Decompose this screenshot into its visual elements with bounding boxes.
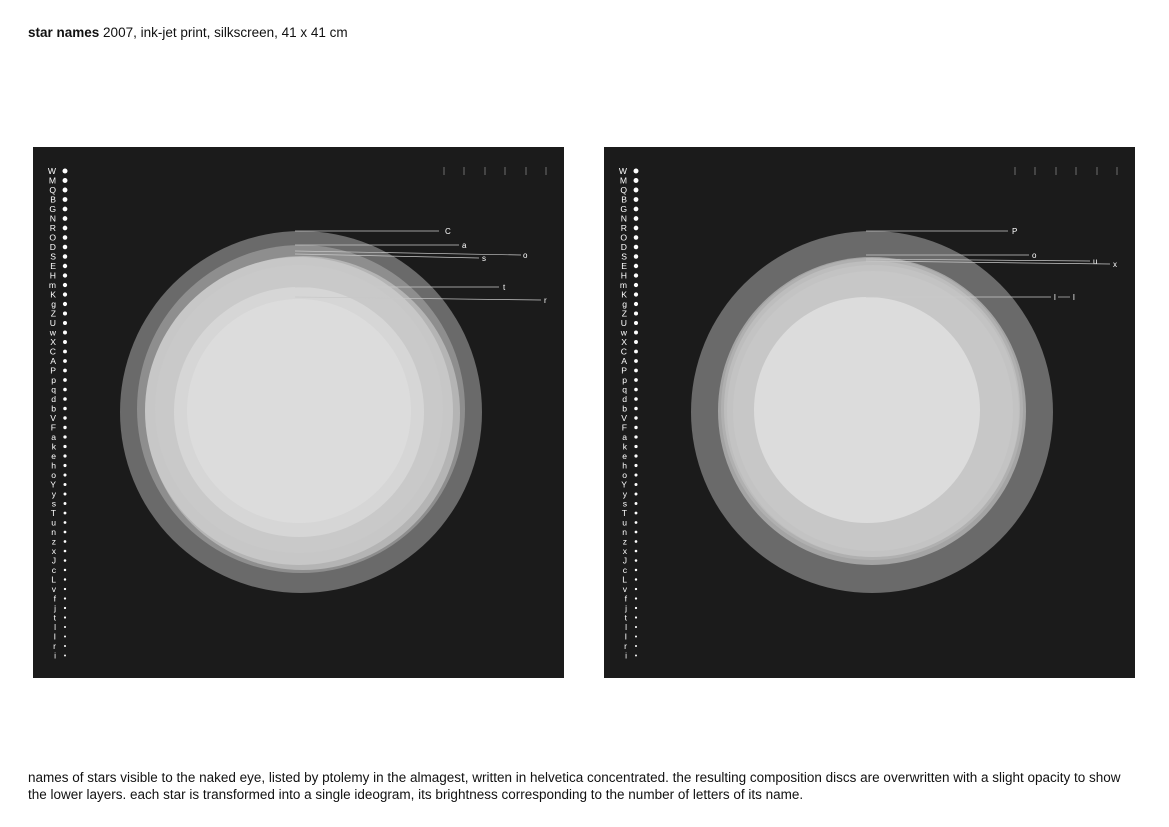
- index-letter: q: [51, 384, 56, 395]
- index-letter: F: [621, 422, 627, 433]
- index-dot: [64, 559, 67, 562]
- index-dot: [634, 388, 638, 392]
- index-dot: [634, 340, 638, 344]
- index-dot: [63, 331, 67, 335]
- index-letter: W: [47, 166, 56, 176]
- index-dot: [635, 607, 637, 609]
- index-letter: m: [48, 280, 56, 290]
- index-dot: [635, 626, 637, 628]
- index-dot: [635, 569, 637, 571]
- index-letter: M: [619, 175, 627, 186]
- index-dot: [63, 473, 66, 476]
- index-letter: t: [53, 612, 56, 623]
- index-letter: E: [621, 261, 627, 271]
- index-dot: [64, 502, 67, 505]
- index-dot: [634, 178, 639, 183]
- index-dot: [634, 369, 638, 373]
- index-dot: [64, 597, 66, 599]
- index-letter: i: [625, 650, 627, 661]
- index-dot: [63, 216, 68, 221]
- index-dot: [63, 397, 67, 401]
- index-letter: R: [49, 223, 56, 233]
- index-dot: [634, 321, 638, 325]
- index-letter: q: [622, 384, 627, 395]
- index-dot: [63, 369, 67, 373]
- index-letter: H: [49, 270, 56, 281]
- index-dot: [634, 426, 637, 429]
- index-dot: [634, 283, 638, 287]
- index-dot: [64, 645, 66, 647]
- index-dot: [634, 197, 639, 202]
- index-dot: [635, 655, 637, 657]
- index-letter: N: [620, 213, 627, 224]
- index-dot: [63, 426, 66, 429]
- index-dot: [63, 197, 68, 202]
- index-dot: [64, 578, 66, 580]
- index-letter: x: [51, 546, 56, 556]
- index-dot: [635, 521, 638, 524]
- artwork-left-canvas: [33, 147, 564, 678]
- index-dot: [634, 264, 638, 268]
- index-dot: [634, 359, 638, 363]
- artwork-details: 2007, ink-jet print, silkscreen, 41 x 41 cm: [99, 25, 348, 40]
- index-letter: j: [625, 603, 627, 613]
- ring-label: s: [482, 254, 486, 263]
- index-dot: [634, 454, 637, 457]
- index-dot: [63, 283, 67, 287]
- disc-layer: [754, 297, 980, 523]
- index-letter: e: [51, 451, 56, 461]
- index-letter: Q: [49, 185, 56, 195]
- index-dot: [63, 188, 68, 193]
- index-letter: L: [51, 574, 56, 585]
- index-letter: l: [625, 622, 627, 632]
- index-dot: [64, 550, 67, 553]
- index-dot: [634, 331, 638, 335]
- index-letter: s: [622, 498, 627, 509]
- ring-label: r: [544, 296, 547, 305]
- index-dot: [63, 464, 66, 467]
- index-dot: [634, 445, 637, 448]
- index-dot: [64, 616, 66, 618]
- index-letter: X: [621, 337, 627, 347]
- artwork-title: star names: [28, 25, 100, 40]
- index-letter: c: [51, 565, 56, 575]
- index-letter: f: [624, 593, 627, 604]
- index-letter: I: [53, 631, 56, 642]
- index-letter: f: [53, 593, 56, 604]
- index-letter: j: [54, 603, 56, 613]
- index-letter: z: [622, 536, 627, 547]
- index-letter: A: [50, 356, 56, 366]
- index-letter: H: [620, 270, 627, 281]
- index-dot: [634, 292, 638, 296]
- index-dot: [634, 216, 639, 221]
- index-letter: Y: [50, 479, 56, 490]
- index-dot: [635, 550, 638, 553]
- index-letter: P: [50, 365, 56, 376]
- header-line: [28, 25, 348, 41]
- index-letter: y: [51, 489, 56, 499]
- ring-label: u: [1093, 257, 1098, 266]
- index-dot: [64, 493, 67, 496]
- index-letter: h: [622, 460, 627, 471]
- index-dot: [635, 635, 637, 637]
- index-letter: G: [49, 204, 56, 214]
- index-letter: a: [51, 432, 56, 442]
- index-letter: I: [624, 631, 627, 642]
- index-letter: O: [49, 232, 56, 243]
- index-letter: d: [622, 394, 627, 404]
- index-letter: a: [622, 432, 627, 442]
- index-dot: [634, 435, 637, 438]
- index-letter: G: [620, 204, 627, 214]
- index-letter: v: [622, 584, 627, 594]
- index-letter: u: [51, 517, 56, 528]
- index-letter: d: [51, 394, 56, 404]
- index-letter: F: [50, 422, 56, 433]
- index-letter: g: [51, 299, 56, 309]
- ring-label: t: [503, 283, 506, 292]
- index-dot: [63, 169, 68, 174]
- index-dot: [635, 578, 637, 580]
- index-dot: [634, 350, 638, 354]
- index-dot: [63, 416, 66, 419]
- index-letter: Y: [621, 479, 627, 490]
- index-dot: [634, 245, 639, 250]
- index-dot: [63, 445, 66, 448]
- index-dot: [634, 188, 639, 193]
- index-dot: [63, 264, 67, 268]
- index-dot: [63, 435, 66, 438]
- index-letter: W: [618, 166, 627, 176]
- index-letter: x: [622, 546, 627, 556]
- index-letter: r: [624, 641, 627, 651]
- index-dot: [634, 226, 639, 231]
- index-letter: J: [51, 555, 56, 566]
- index-letter: w: [620, 327, 627, 338]
- index-dot: [634, 302, 638, 306]
- index-dot: [64, 655, 66, 657]
- index-dot: [634, 483, 637, 486]
- index-dot: [63, 207, 68, 212]
- index-dot: [63, 311, 67, 315]
- index-letter: J: [622, 555, 627, 566]
- index-letter: Z: [50, 308, 56, 319]
- index-dot: [64, 635, 66, 637]
- index-dot: [635, 493, 638, 496]
- ring-label: l: [1054, 293, 1056, 302]
- index-letter: Z: [621, 308, 627, 319]
- index-dot: [634, 235, 639, 240]
- index-letter: n: [622, 527, 627, 537]
- index-dot: [634, 464, 637, 467]
- index-letter: r: [53, 641, 56, 651]
- index-letter: z: [51, 536, 56, 547]
- index-dot: [64, 512, 67, 515]
- index-letter: M: [48, 175, 56, 186]
- index-letter: D: [620, 242, 627, 252]
- index-dot: [634, 254, 638, 258]
- ring-label: a: [462, 241, 467, 250]
- index-letter: P: [621, 365, 627, 376]
- index-letter: K: [50, 289, 56, 300]
- index-letter: l: [54, 622, 56, 632]
- index-dot: [634, 311, 638, 315]
- index-letter: O: [620, 232, 627, 243]
- index-dot: [63, 483, 66, 486]
- index-letter: g: [622, 299, 627, 309]
- index-dot: [634, 378, 638, 382]
- index-dot: [63, 292, 67, 296]
- ring-label: C: [445, 227, 451, 236]
- index-letter: o: [622, 470, 627, 480]
- index-dot: [63, 226, 68, 231]
- index-letter: U: [620, 318, 627, 328]
- index-dot: [63, 454, 66, 457]
- index-dot: [64, 521, 67, 524]
- index-letter: s: [51, 498, 56, 509]
- index-dot: [634, 473, 637, 476]
- index-letter: E: [50, 261, 56, 271]
- index-letter: U: [49, 318, 56, 328]
- index-dot: [634, 207, 639, 212]
- index-dot: [63, 254, 67, 258]
- index-dot: [64, 626, 66, 628]
- index-letter: w: [49, 327, 56, 338]
- index-dot: [63, 359, 67, 363]
- ring-label: l: [1073, 293, 1075, 302]
- index-letter: L: [622, 574, 627, 585]
- index-letter: K: [621, 289, 627, 300]
- index-dot: [635, 616, 637, 618]
- index-letter: p: [622, 375, 627, 385]
- artwork-right-canvas: [604, 147, 1135, 678]
- index-letter: p: [51, 375, 56, 385]
- caption: names of stars visible to the naked eye, listed by ptolemy in the almagest, written in helvetica concentrated. the resulting composition discs are overwritten with a slight opacity to show the lower layers. each star is transformed into a single ideogram, its brightness corresponding to the number of letters of its name.: [28, 770, 1121, 802]
- index-letter: u: [622, 517, 627, 528]
- index-letter: B: [50, 194, 56, 205]
- index-dot: [635, 502, 638, 505]
- index-dot: [634, 397, 638, 401]
- ring-label: o: [1032, 251, 1037, 260]
- index-letter: o: [51, 470, 56, 480]
- ring-label: o: [523, 251, 528, 260]
- index-dot: [635, 645, 637, 647]
- index-dot: [634, 273, 638, 277]
- index-dot: [634, 169, 639, 174]
- index-dot: [635, 512, 638, 515]
- index-dot: [635, 559, 638, 562]
- index-letter: k: [51, 441, 56, 452]
- ring-label: x: [1113, 260, 1117, 269]
- index-letter: T: [621, 508, 627, 518]
- index-dot: [64, 540, 67, 543]
- index-letter: h: [51, 460, 56, 471]
- index-letter: S: [50, 251, 56, 262]
- index-letter: v: [51, 584, 56, 594]
- index-letter: k: [622, 441, 627, 452]
- index-letter: V: [50, 413, 56, 423]
- index-letter: C: [620, 346, 627, 357]
- index-letter: N: [49, 213, 56, 224]
- index-letter: m: [619, 280, 627, 290]
- index-dot: [635, 597, 637, 599]
- index-dot: [64, 569, 66, 571]
- index-letter: t: [624, 612, 627, 623]
- index-dot: [64, 588, 66, 590]
- index-dot: [63, 407, 67, 411]
- index-letter: D: [49, 242, 56, 252]
- index-dot: [63, 245, 68, 250]
- index-letter: A: [621, 356, 627, 366]
- index-dot: [63, 273, 67, 277]
- disc-layer: [187, 299, 411, 523]
- artwork-left: [33, 147, 564, 678]
- index-letter: V: [621, 413, 627, 423]
- index-dot: [63, 378, 67, 382]
- index-letter: i: [54, 650, 56, 661]
- index-dot: [63, 321, 67, 325]
- index-letter: e: [622, 451, 627, 461]
- index-letter: X: [50, 337, 56, 347]
- index-letter: b: [51, 403, 56, 414]
- index-dot: [63, 235, 68, 240]
- index-dot: [635, 588, 637, 590]
- index-letter: T: [50, 508, 56, 518]
- index-dot: [634, 407, 638, 411]
- index-letter: Q: [620, 185, 627, 195]
- artwork-right: [604, 147, 1135, 678]
- index-dot: [635, 540, 638, 543]
- index-letter: S: [621, 251, 627, 262]
- index-dot: [63, 388, 67, 392]
- index-letter: y: [622, 489, 627, 499]
- index-dot: [634, 416, 637, 419]
- index-dot: [64, 531, 67, 534]
- index-letter: c: [622, 565, 627, 575]
- index-letter: R: [620, 223, 627, 233]
- index-dot: [63, 350, 67, 354]
- index-dot: [64, 607, 66, 609]
- index-letter: b: [622, 403, 627, 414]
- index-letter: B: [621, 194, 627, 205]
- index-letter: C: [49, 346, 56, 357]
- ring-label: P: [1012, 227, 1018, 236]
- index-dot: [63, 302, 67, 306]
- index-dot: [63, 340, 67, 344]
- index-letter: n: [51, 527, 56, 537]
- index-dot: [63, 178, 68, 183]
- index-dot: [635, 531, 638, 534]
